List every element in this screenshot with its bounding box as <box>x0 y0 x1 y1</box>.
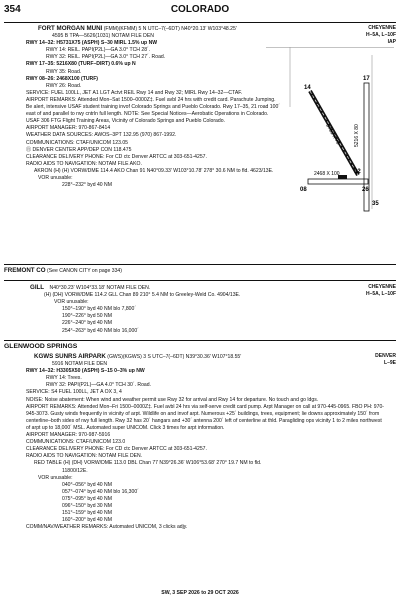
rwy-08-26-label: 2468 X 100 <box>314 171 340 177</box>
rwy-17-35-label: 5216 X 80 <box>354 124 360 147</box>
service: SERVICE: FUEL 100LL, JET A1 LGT Actvt REIL Rwy 14 and Rwy 32; MIRL Rwy 14–32—CTAF. <box>26 89 243 96</box>
airport-info: 5 N UTC–7(–6DT) N40°20.13′ W103°48.25′ <box>138 26 237 32</box>
weather-data: WEATHER DATA SOURCES: AWOS–3PT 132.95 (970) 867-1992. <box>26 132 177 139</box>
page-footer: SW, 3 SEP 2026 to 29 OCT 2026 <box>161 590 239 596</box>
red-table-vor: RED TABLE (H) (DH) VORW/DME 113.0 DBL Chan 77 N39°26.36′ W106°53.68′ 270° 19.7 NM to fld. <box>34 460 262 467</box>
glenwood-comm-weather: COMM/NAV/WEATHER REMARKS: Automated UNICOM, 3 clicks adjy. <box>26 524 188 531</box>
state-title: COLORADO <box>170 4 230 15</box>
divider-1 <box>4 264 396 265</box>
chart-region: DENVER <box>375 353 396 359</box>
glenwood-runway-14: RWY 14: Trees. <box>46 375 82 382</box>
airport-ident: (FMM)(KFMM) <box>103 26 138 32</box>
gill-coords: N40°30.23′ W104°33.18′ NOTAM FILE DEN. <box>49 285 151 291</box>
rwy-17-number: 17 <box>363 76 370 82</box>
runway-35: RWY 35: Road. <box>46 68 82 75</box>
runway-14: RWY 14: REIL. PAPI(P2L)—GA 3.0° TCH 28´. <box>46 47 151 54</box>
rwy-14-number: 14 <box>304 85 311 91</box>
glenwood-info: 3 S UTC–7(–6DT) N39°30.36′ W107°18.55′ <box>143 354 242 360</box>
vor-unusable-label: VOR unusable: <box>38 174 73 181</box>
airport-elev: 4595 B TPA—5626(1031) NOTAM FILE DEN <box>52 33 154 40</box>
rwy-35-number: 35 <box>372 201 379 207</box>
gill-range-3: 226°–240° byd 40 NM <box>62 320 112 327</box>
clearance-delivery: CLEARANCE DELIVERY PHONE: For CD ctc Denver ARTCC at 303-651-4257. <box>26 153 207 160</box>
glenwood-range-2: 057°–074° byd 40 NM blo 16,300´ <box>62 488 139 495</box>
glenwood-elev: 5916 NOTAM FILE DEN <box>52 361 108 368</box>
gill-title[interactable]: GILL <box>30 284 45 291</box>
gill-range-1: 150°–190° byd 40 NM blo 7,800´ <box>62 306 137 313</box>
glenwood-city: GLENWOOD SPRINGS <box>4 343 78 350</box>
akron-vor: AKRON (H) (H) VORW/DME 114.4 AKO Chan 91 N40°09.33′ W103°10.78′ 278° 30.6 NM to fld. 4623/13E. <box>34 167 274 174</box>
header-rule <box>4 22 396 23</box>
gill-charts <box>366 284 396 298</box>
gill-range-2: 190°–226° byd 50 NM <box>62 313 112 320</box>
rwy-26-number: 26 <box>362 187 369 193</box>
gill-vor: (H) (DH) VORW/DME 114.2 GLL Chan 89 210° 5.4 NM to Greeley-Weld Co. 4904/13E. <box>44 292 241 299</box>
airport-name[interactable]: FORT MORGAN MUNI <box>38 25 103 32</box>
glenwood-manager: AIRPORT MANAGER: 970-987-5916 <box>26 432 111 439</box>
glenwood-radio: RADIO AIDS TO NAVIGATION: NOTAM FILE DEN. <box>26 453 143 460</box>
airport-manager: AIRPORT MANAGER: 970-867-8414 <box>26 125 111 132</box>
glenwood-runway-14-32: RWY 14–32: H3305X50 (ASPH) S–15 0–3% up NW <box>26 368 145 375</box>
gill-entry <box>4 284 396 344</box>
chart-region: CHEYENNE <box>368 25 396 31</box>
page-header <box>4 6 396 20</box>
glenwood-service: SERVICE: S4 FUEL 100LL, JET A OX 3, 4 <box>26 389 122 396</box>
denver-center: Ⓡ DENVER CENTER APP/DEP CON 118.475 <box>26 146 132 153</box>
glenwood-range-6: 160°–200° byd 40 NM <box>62 517 112 524</box>
chart-numbers: H–5A, L–10F <box>365 32 396 38</box>
fremont-title[interactable]: FREMONT CO <box>4 267 46 274</box>
runway-17-35: RWY 17–35: 5216X80 (TURF–DIRT) 0.6% up N <box>26 61 136 68</box>
glenwood-range-5: 151°–159° byd 40 NM <box>62 510 112 517</box>
glenwood-clearance: CLEARANCE DELIVERY PHONE: For CD ctc Denver ARTCC at 303-651-4257. <box>26 446 207 453</box>
glenwood-remarks: AIRPORT REMARKS: Attended Mon–Fri 1500–0000Z‡. Fuel avbl 24 hrs via self-serve credit card pump. Arpt Manager on call at 970-445-0965. FBO PH: 970-945-3073. Gusty winds frequently in vicinity of arpt. Wildlife on and invof arpt. Numerous +25´ buildings, trees, equipment; lie downs approximately 150´ from centerline–both sides of rwy full length. Rwy 32 has 20´ hangars and +30´ antenna 200´ left of centerline at thld. Paragliding ops vicinity 1 to 2 miles northwest of arpt up to 18,000´ MSL. Automated super UNICOM. Click 3 times for arpt information. <box>26 403 384 431</box>
fremont-entry <box>4 267 396 275</box>
fremont-see: (See CANON CITY on page 334) <box>47 268 122 274</box>
glenwood-noise: NOISE: Noise abatement: When wind and weather permit use Rwy 32 for arrival and Rwy 14 for departure. No touch and go ldgs. <box>26 396 319 403</box>
rwy-14-32-label: 5731 X 75 <box>324 123 341 146</box>
communications: COMMUNICATIONS: CTAF/UNICOM 123.05 <box>26 139 128 146</box>
rwy-08-number: 08 <box>300 187 307 193</box>
chart-numbers: H–5A, L–10F <box>365 291 396 297</box>
glenwood-vor-unusable: VOR unusable: <box>38 474 73 481</box>
chart-numbers: L–9E <box>384 360 396 366</box>
divider-2 <box>4 280 396 281</box>
glenwood-comms: COMMUNICATIONS: CTAF/UNICOM 123.0 <box>26 439 126 446</box>
glenwood-airport-name[interactable]: KGWS SUNRS AIRPARK <box>34 353 106 360</box>
glenwood-ident: (GWS)(KGWS) <box>107 354 142 360</box>
runway-26: RWY 26: Road. <box>46 82 82 89</box>
airport-remarks: AIRPORT REMARKS: Attended Mon–Sat 1500–0000Z‡. Fuel avbl 24 hrs with credit card. Parachute Jumping. Be alert, intensive USAF student training invof Colorado Springs and Pueblo Colorado. Rwy 17–35, 21 road 100´ east of and parallel to rwy cntrln full length. NOTE: See Special Notices—Aerobatic Operations in Colorado. USAF 306 FTG Flight Training Areas, Vicinity of Colorado Springs and Pueblo Colorado. <box>26 96 280 125</box>
page-number: 354 <box>4 4 21 15</box>
divider-3 <box>4 340 396 341</box>
gill-vor-unusable: VOR unusable: <box>54 299 89 306</box>
gill-range-4: 254°–263° byd 40 NM blo 16,000´ <box>62 327 139 334</box>
runway-32: RWY 32: REIL. PAPI(P2L)—GA 3.0° TCH 27´. Road. <box>46 54 166 61</box>
glenwood-runway-32: RWY 32: PAPI(P2L)—GA 4.0° TCH 30´. Road. <box>46 382 151 389</box>
fort-morgan-charts <box>366 25 396 46</box>
iap-label: IAP <box>387 39 396 45</box>
runway-14-32: RWY 14–32: H5731X75 (ASPH) S–30 MIRL 1.5% up NW <box>26 40 158 47</box>
glenwood-entry <box>4 353 396 588</box>
rwy-32-number: 32 <box>354 169 361 175</box>
radio-aids: RADIO AIDS TO NAVIGATION: NOTAM FILE AKO. <box>26 160 142 167</box>
red-table-vor-2: 11800/12E. <box>62 467 88 474</box>
glenwood-charts <box>375 353 396 367</box>
fort-morgan-entry <box>4 25 396 262</box>
airport-diagram <box>266 47 394 217</box>
glenwood-range-3: 075°–095° byd 40 NM <box>62 495 112 502</box>
glenwood-range-1: 040°–056° byd 40 NM <box>62 481 112 488</box>
glenwood-range-4: 096°–150° byd 30 NM <box>62 502 112 509</box>
runway-08-26-shape <box>308 179 368 184</box>
chart-region: CHEYENNE <box>368 284 396 290</box>
vor-unusable-range: 228°–232° byd 40 NM <box>62 182 112 189</box>
runway-08-26: RWY 08–26: 2468X100 (TURF) <box>26 75 99 82</box>
